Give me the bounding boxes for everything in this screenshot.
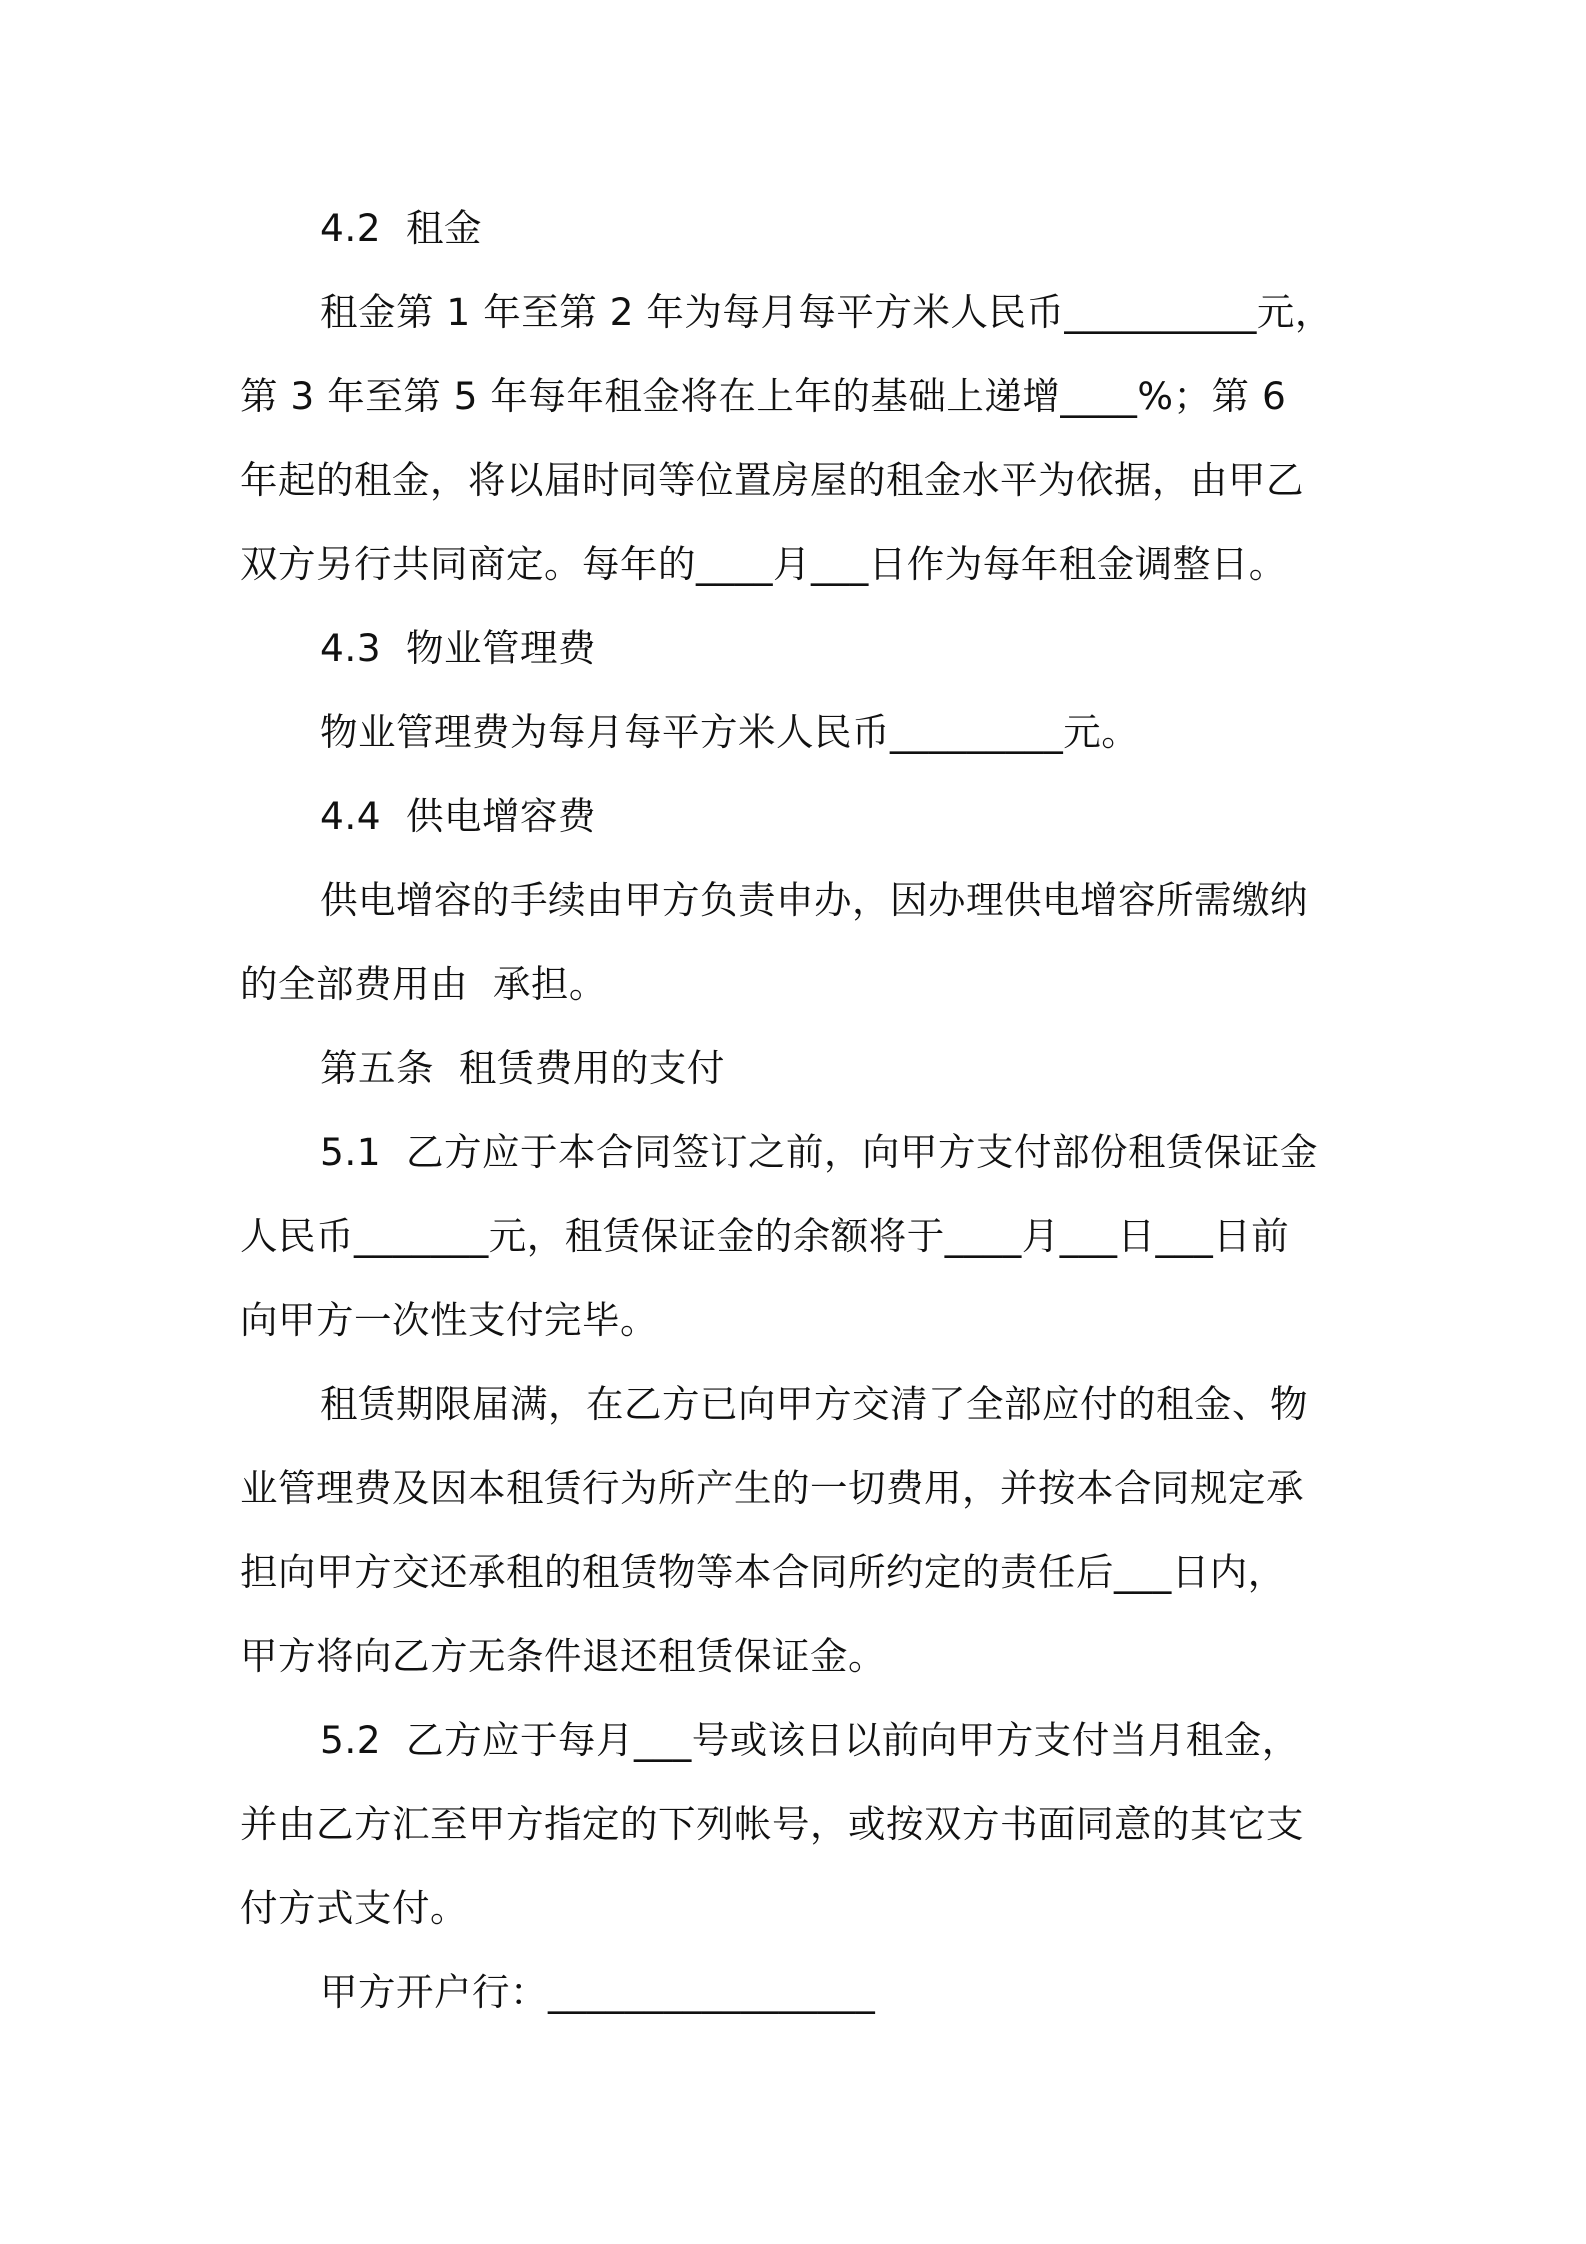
- paragraph-line: 供电增容的手续由甲方负责申办，因办理供电增容所需缴纳: [320, 878, 1308, 922]
- paragraph-line: 担向甲方交还承租的租赁物等本合同所约定的责任后___日内，: [240, 1550, 1286, 1594]
- paragraph-line: 第 3 年至第 5 年每年租金将在上年的基础上递增____%；第 6: [240, 374, 1287, 418]
- section-heading-4-3: 4.3 物业管理费: [320, 626, 596, 670]
- bank-account-field: 甲方开户行：_________________: [320, 1970, 876, 2014]
- paragraph-line: 的全部费用由 承担。: [240, 962, 607, 1006]
- paragraph-line: 租赁期限届满，在乙方已向甲方交清了全部应付的租金、物: [320, 1382, 1308, 1426]
- paragraph-line: 年起的租金，将以届时同等位置房屋的租金水平为依据，由甲乙: [240, 458, 1304, 502]
- paragraph-line: 甲方将向乙方无条件退还租赁保证金。: [240, 1634, 886, 1678]
- paragraph-line: 向甲方一次性支付完毕。: [240, 1298, 658, 1342]
- paragraph-line: 双方另行共同商定。每年的____月___日作为每年租金调整日。: [240, 542, 1287, 586]
- paragraph-line: 人民币_______元，租赁保证金的余额将于____月___日___日前: [240, 1214, 1290, 1258]
- paragraph-line: 并由乙方汇至甲方指定的下列帐号，或按双方书面同意的其它支: [240, 1802, 1304, 1846]
- paragraph-line: 物业管理费为每月每平方米人民币_________元。: [320, 710, 1140, 754]
- paragraph-line: 5.1 乙方应于本合同签订之前，向甲方支付部份租赁保证金: [320, 1130, 1318, 1174]
- section-heading-4-2: 4.2 租金: [320, 206, 482, 250]
- paragraph-line: 租金第 1 年至第 2 年为每月每平方米人民币__________元，: [320, 290, 1333, 334]
- paragraph-line: 付方式支付。: [240, 1886, 468, 1930]
- article-heading-5: 第五条 租赁费用的支付: [320, 1046, 725, 1090]
- paragraph-line: 5.2 乙方应于每月___号或该日以前向甲方支付当月租金，: [320, 1718, 1300, 1762]
- paragraph-line: 业管理费及因本租赁行为所产生的一切费用，并按本合同规定承: [240, 1466, 1304, 1510]
- section-heading-4-4: 4.4 供电增容费: [320, 794, 596, 838]
